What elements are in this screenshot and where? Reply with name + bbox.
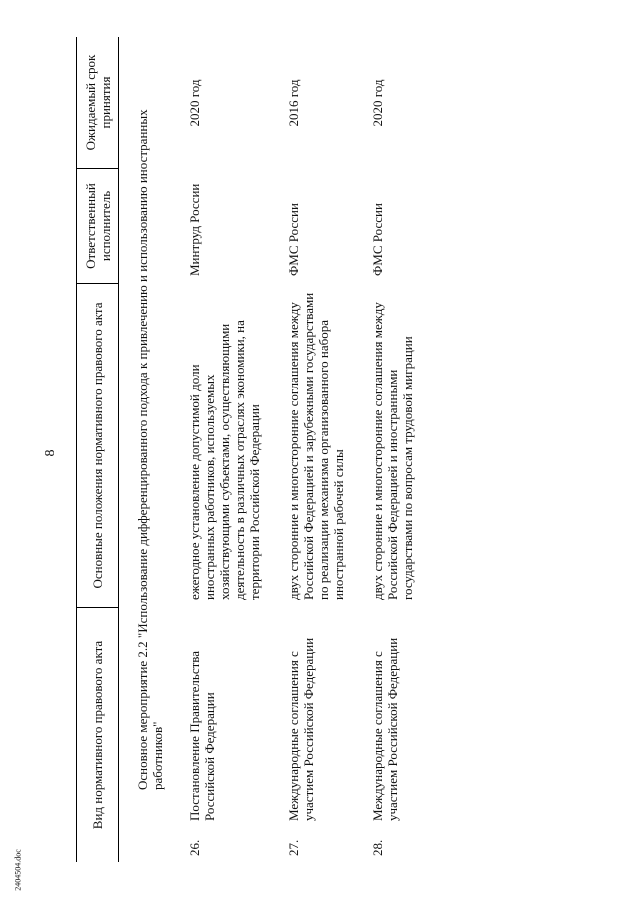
executor-cell: ФМС России: [286, 203, 301, 276]
page-number: 8: [43, 449, 58, 457]
table-row: [262, 37, 346, 862]
act-kind: Международные соглашения с участием Российской Федерации: [286, 637, 316, 821]
document-code: 2404504.doc: [13, 849, 23, 891]
header-act-kind: Вид нормативного правового акта: [90, 640, 105, 830]
act-kind: Международные соглашения с участием Российской Федерации: [370, 637, 400, 821]
act-kind-cell: [187, 608, 262, 862]
activity-title: Основное мероприятие 2.2 "Использование дифференцированного подхода к привлечению и использованию иностранных работников": [135, 109, 165, 790]
row-number: 27.: [286, 839, 301, 856]
row-number: 26.: [187, 839, 202, 856]
header-provisions: Основные положения нормативного правового акта: [77, 284, 118, 608]
deadline-cell: 2016 год: [286, 79, 301, 127]
rotated-page: [76, 37, 626, 862]
table-header-row: [76, 37, 119, 862]
executor-cell: ФМС России: [370, 203, 385, 276]
provisions-cell: двух сторонние и многосторонние соглашения между Российской Федерацией и зарубежными государствами по реализации механизма организованного набора иностранной рабочей силы: [286, 292, 346, 600]
table-row: [346, 37, 415, 862]
act-kind: Постановление Правительства Российской Федерации: [187, 650, 217, 821]
deadline-cell: 2020 год: [187, 79, 202, 127]
executor-cell: Минтруд России: [187, 183, 202, 276]
provisions-cell: двух сторонние и многосторонние соглашения между Российской Федерацией и иностранными государствами по вопросам трудовой миграции: [370, 302, 415, 600]
deadline-cell: 2020 год: [370, 79, 385, 127]
row-number: 28.: [370, 839, 385, 856]
legal-acts-table: [76, 37, 415, 862]
act-kind-cell: [286, 608, 346, 862]
header-executor: Ответственный исполнитель: [77, 169, 118, 284]
header-deadline: Ожидаемый срок принятия: [77, 37, 118, 169]
act-kind-cell: [370, 608, 415, 862]
provisions-cell: ежегодное установление допустимой доли иностранных работников, используемых хозяйствующими субъектами, осуществляющими деятельность в различных отраслях экономики, на территории Российской Федерации: [187, 320, 262, 600]
table-row: [179, 37, 262, 862]
